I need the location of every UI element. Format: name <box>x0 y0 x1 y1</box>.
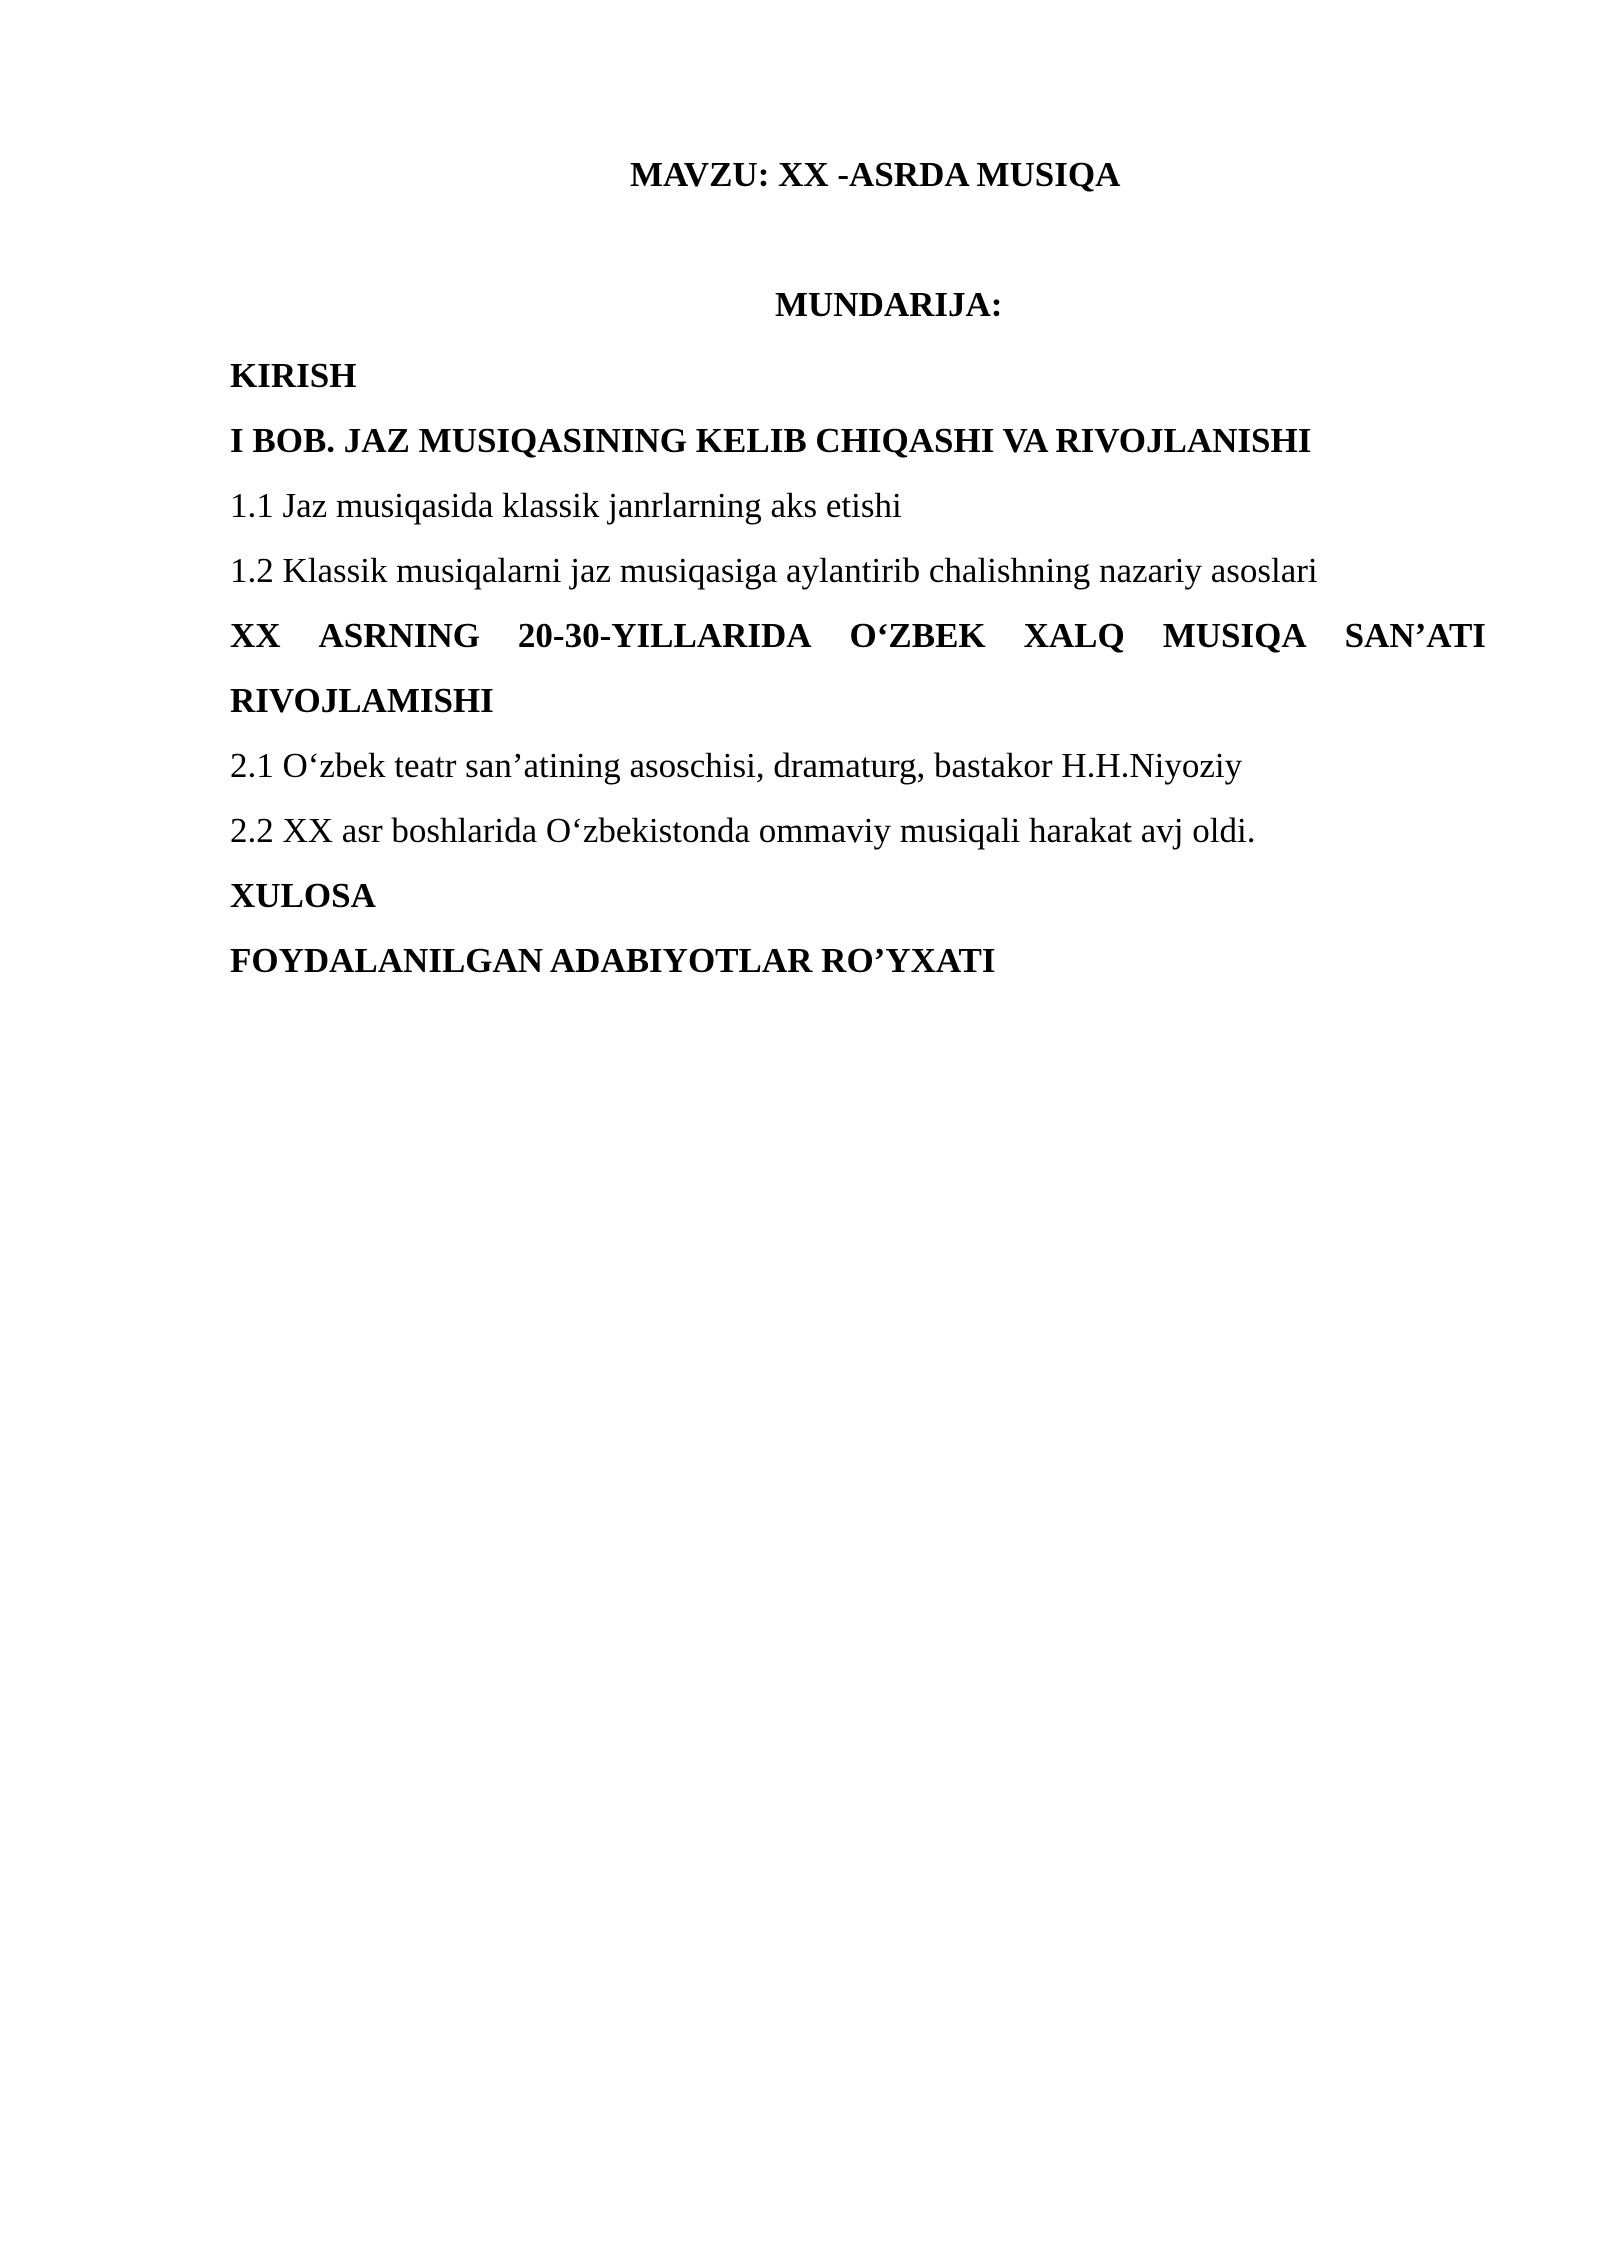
toc-word: MUSIQA <box>1162 616 1307 655</box>
toc-word: ASRNING <box>318 616 480 655</box>
toc-entry-section-1-1: 1.1 Jaz musiqasida klassik janrlarning aks etishi <box>230 486 902 525</box>
toc-entry-section-1-2: 1.2 Klassik musiqalarni jaz musiqasiga aylantirib chalishning nazariy asoslari <box>230 551 1318 590</box>
toc-entry-conclusion: XULOSA <box>230 876 376 915</box>
toc-word: 20-30-YILLARIDA <box>517 616 812 655</box>
toc-entry-chapter-1: I BOB. JAZ MUSIQASINING KELIB CHIQASHI VA RIVOJLANISHI <box>230 421 1312 460</box>
toc-entry-section-2-2: 2.2 XX asr boshlarida O‘zbekistonda ommaviy musiqali harakat avj oldi. <box>230 811 1256 850</box>
toc-entry-references: FOYDALANILGAN ADABIYOTLAR RO’YXATI <box>230 941 996 980</box>
toc-entry-section-2-1: 2.1 O‘zbek teatr san’atining asoschisi, dramaturg, bastakor H.H.Niyoziy <box>230 746 1243 785</box>
toc-heading: MUNDARIJA: <box>775 285 1003 324</box>
table-of-contents <box>230 343 1486 993</box>
toc-entry-chapter-2-end: RIVOJLAMISHI <box>230 681 494 720</box>
toc-word: O‘ZBEK <box>849 616 986 655</box>
toc-entry-intro: KIRISH <box>230 356 357 395</box>
toc-word: XALQ <box>1023 616 1125 655</box>
toc-word: SAN’ATI <box>1344 616 1486 655</box>
document-title: MAVZU: XX -ASRDA MUSIQA <box>630 155 1121 194</box>
toc-word: XX <box>230 616 281 655</box>
toc-entry-chapter-2 <box>230 603 1486 668</box>
